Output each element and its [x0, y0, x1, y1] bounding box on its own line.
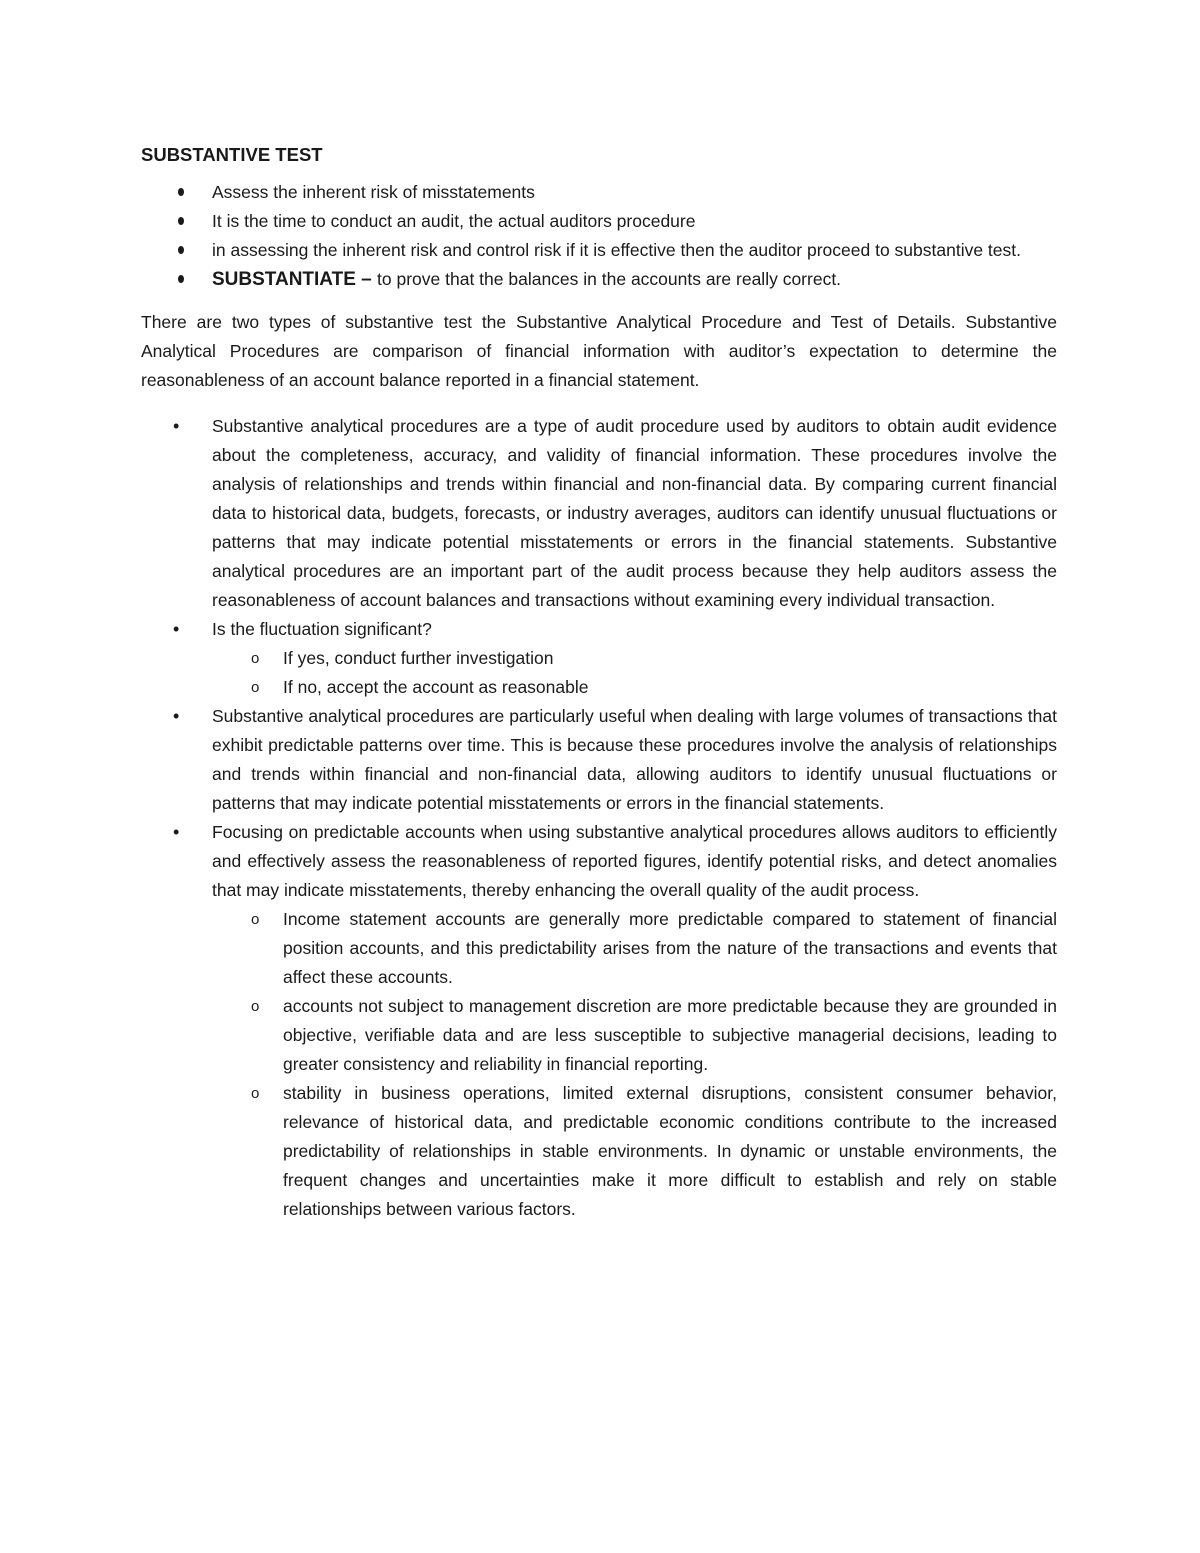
fluctuation-item — [141, 615, 1057, 702]
sub-list-item: o accounts not subject to management discretion are more predictable because they are grounded in objective, verifiable data and are less susceptible to subjective managerial decisions, leading to greater consistency and reliability in financial reporting. — [141, 992, 1057, 1079]
sub-list-item: o If no, accept the account as reasonable — [141, 673, 1057, 702]
list-item: It is the time to conduct an audit, the actual auditors procedure — [141, 207, 1057, 236]
document-body — [141, 140, 1057, 1224]
types-paragraph: There are two types of substantive test the Substantive Analytical Procedure and Test of Details. Substantive Analytical Procedures are comparison of financial information with auditor’s expectation to determine the reasonableness of an account balance reported in a financial statement. — [141, 312, 1057, 390]
main-bullet-list — [141, 412, 1057, 1224]
sub-list-item: o stability in business operations, limited external disruptions, consistent consumer behavior, relevance of historical data, and predictable economic conditions contribute to the increased predictability of relationships in stable environments. In dynamic or unstable environments, the frequent changes and uncertainties make it more difficult to establish and rely on stable relationships between various factors. — [141, 1079, 1057, 1224]
fluctuation-question: Is the fluctuation significant? — [212, 619, 432, 639]
list-item: • Substantive analytical procedures are a type of audit procedure used by auditors to obtain audit evidence about the completeness, accuracy, and validity of financial information. These procedures involve the analysis of relationships and trends within financial and non-financial data. By comparing current financial data to historical data, budgets, forecasts, or industry averages, auditors can identify unusual fluctuations or patterns that may indicate potential misstatements or errors in the financial statements. Substantive analytical procedures are an important part of the audit process because they help auditors assess the reasonableness of account balances and transactions without examining every individual transaction. — [141, 412, 1057, 615]
document-title: SUBSTANTIVE TEST — [141, 144, 323, 165]
predictable-sub-list — [212, 905, 1057, 1224]
substantiate-term: SUBSTANTIATE – — [212, 269, 378, 290]
sub-list-item: o Income statement accounts are generally more predictable compared to statement of financial position accounts, and this predictability arises from the nature of the transactions and events that affect these accounts. — [141, 905, 1057, 992]
predictable-accounts-item — [141, 818, 1057, 1224]
list-item: in assessing the inherent risk and control risk if it is effective then the auditor proceed to substantive test. — [141, 236, 1057, 265]
sub-list-item: o If yes, conduct further investigation — [141, 644, 1057, 673]
substantiate-definition: to prove that the balances in the accounts are really correct. — [377, 269, 842, 289]
substantiate-definition-item — [141, 265, 1057, 294]
list-item: Assess the inherent risk of misstatements — [141, 178, 1057, 207]
intro-bullet-list — [141, 178, 1057, 294]
fluctuation-sub-list — [212, 644, 1057, 702]
predictable-accounts-text: Focusing on predictable accounts when using substantive analytical procedures allows auditors to efficiently and effectively assess the reasonableness of reported figures, identify potential risks, and detect anomalies that may indicate misstatements, thereby enhancing the overall quality of the audit process. — [212, 822, 1057, 900]
list-item: • Substantive analytical procedures are particularly useful when dealing with large volumes of transactions that exhibit predictable patterns over time. This is because these procedures involve the analysis of relationships and trends within financial and non-financial data, allowing auditors to identify unusual fluctuations or patterns that may indicate potential misstatements or errors in the financial statements. — [141, 702, 1057, 818]
